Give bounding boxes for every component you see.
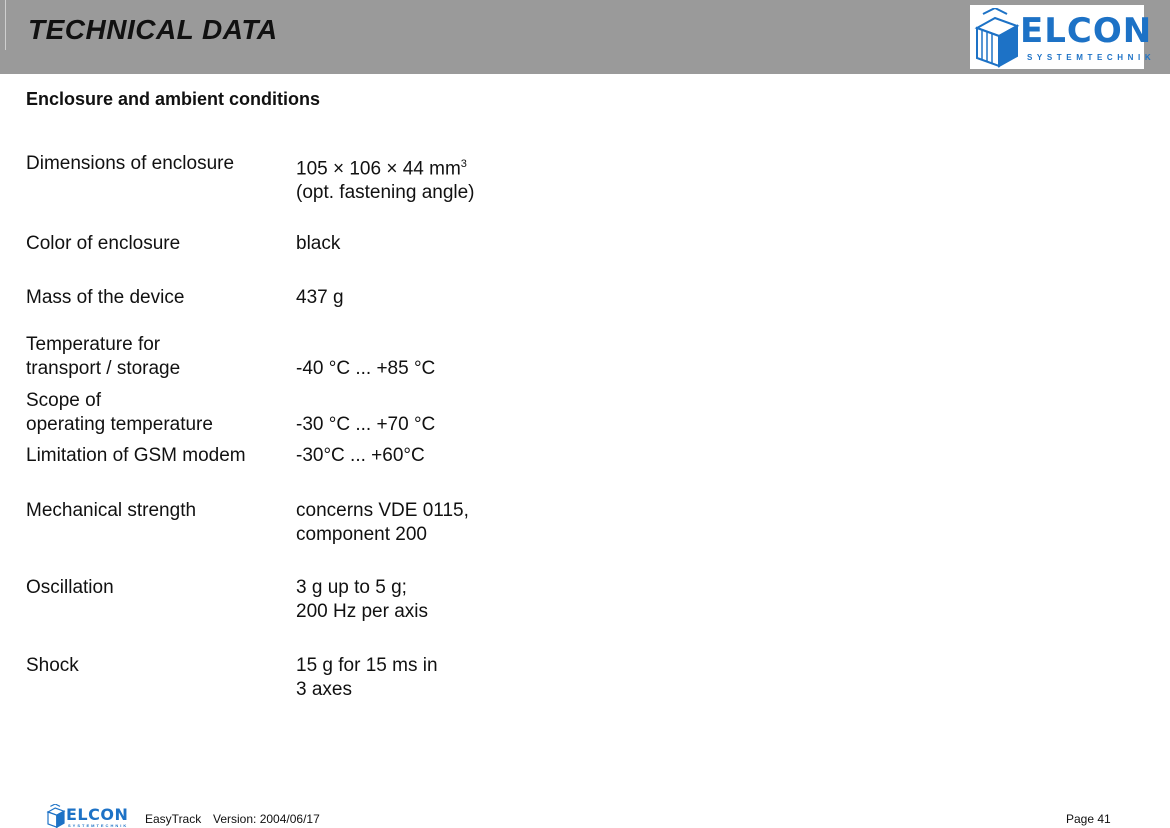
spec-label: Scope of operating temperature (26, 390, 213, 435)
elcon-logo (970, 5, 1156, 69)
spec-label: Mechanical strength (26, 500, 197, 521)
spec-value: concerns VDE 0115, component 200 (296, 500, 469, 545)
spec-label: Limitation of GSM modem (26, 445, 246, 466)
spec-value-main: 105 × 106 × 44 mm (296, 158, 461, 180)
logo-wordmark: ELCON (1020, 11, 1153, 51)
spec-label: Dimensions of enclosure (26, 153, 235, 174)
footer-logo-wordmark: ELCON (66, 805, 129, 824)
spec-label: Oscillation (26, 577, 114, 598)
spec-label: Color of enclosure (26, 233, 181, 254)
spec-value-line2: (opt. fastening angle) (296, 182, 475, 204)
footer-version: Version: 2004/06/17 (213, 812, 320, 826)
footer-logo-cube-icon (46, 804, 66, 828)
spec-value: 3 g up to 5 g; 200 Hz per axis (296, 577, 429, 622)
spec-value: 15 g for 15 ms in 3 axes (296, 655, 438, 700)
header-bar (0, 0, 1170, 74)
footer-page-number: Page 41 (1066, 812, 1111, 826)
logo-subtitle: SYSTEMTECHNIK (1027, 53, 1156, 62)
page-title: TECHNICAL DATA (28, 14, 278, 45)
spec-value: black (296, 233, 341, 254)
spec-label: Shock (26, 655, 79, 676)
spec-label: Temperature for transport / storage (26, 334, 181, 379)
spec-value: 437 g (296, 287, 344, 308)
footer-logo-subtitle: SYSTEMTECHNIK (68, 823, 129, 828)
spec-value (296, 152, 475, 205)
header-divider (5, 0, 6, 50)
spec-value-superscript: 3 (460, 158, 467, 170)
section-title: Enclosure and ambient conditions (26, 89, 321, 109)
spec-value: -30 °C ... +70 °C (296, 414, 436, 435)
spec-value: -30°C ... +60°C (296, 445, 425, 466)
footer-product-name: EasyTrack (145, 812, 202, 826)
spec-label: Mass of the device (26, 287, 185, 308)
logo-cube-icon (973, 8, 1021, 68)
spec-value: -40 °C ... +85 °C (296, 358, 436, 379)
